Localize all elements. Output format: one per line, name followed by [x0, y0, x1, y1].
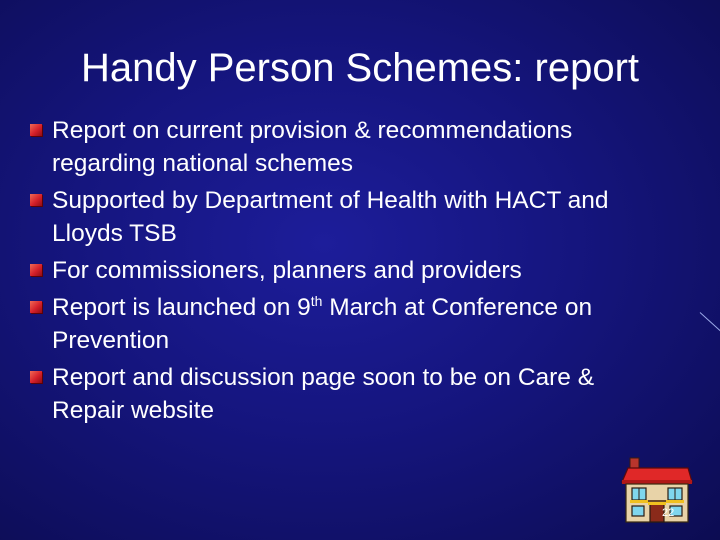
- bullet-item: [30, 114, 670, 180]
- square-bullet-icon: [30, 371, 42, 383]
- slide-title: Handy Person Schemes: report: [80, 46, 640, 90]
- bullet-item: [30, 184, 670, 250]
- bullet-text: For commissioners, planners and providers: [52, 257, 522, 284]
- square-bullet-icon: [30, 194, 42, 206]
- bullet-text: Report and discussion page soon to be on Care & Repair website: [52, 364, 595, 424]
- ordinal-suffix: th: [310, 293, 323, 309]
- decorative-line: [700, 312, 720, 333]
- bullet-text: [52, 294, 592, 354]
- bullet-text: Supported by Department of Health with HACT and Lloyds TSB: [52, 187, 609, 247]
- bullet-item: [30, 361, 670, 427]
- bullet-text: Report on current provision & recommendations regarding national schemes: [52, 117, 573, 177]
- bullet-list: [30, 114, 670, 431]
- bullet-item: [30, 254, 670, 287]
- house-icon: [618, 456, 694, 524]
- square-bullet-icon: [30, 264, 42, 276]
- bullet-item: [30, 291, 670, 357]
- square-bullet-icon: [30, 124, 42, 136]
- slide-number: 22: [662, 507, 675, 519]
- bullet-text-part: Report is launched on 9: [52, 294, 311, 321]
- square-bullet-icon: [30, 301, 42, 313]
- bullet-text-part: March at Conference on Prevention: [52, 294, 593, 354]
